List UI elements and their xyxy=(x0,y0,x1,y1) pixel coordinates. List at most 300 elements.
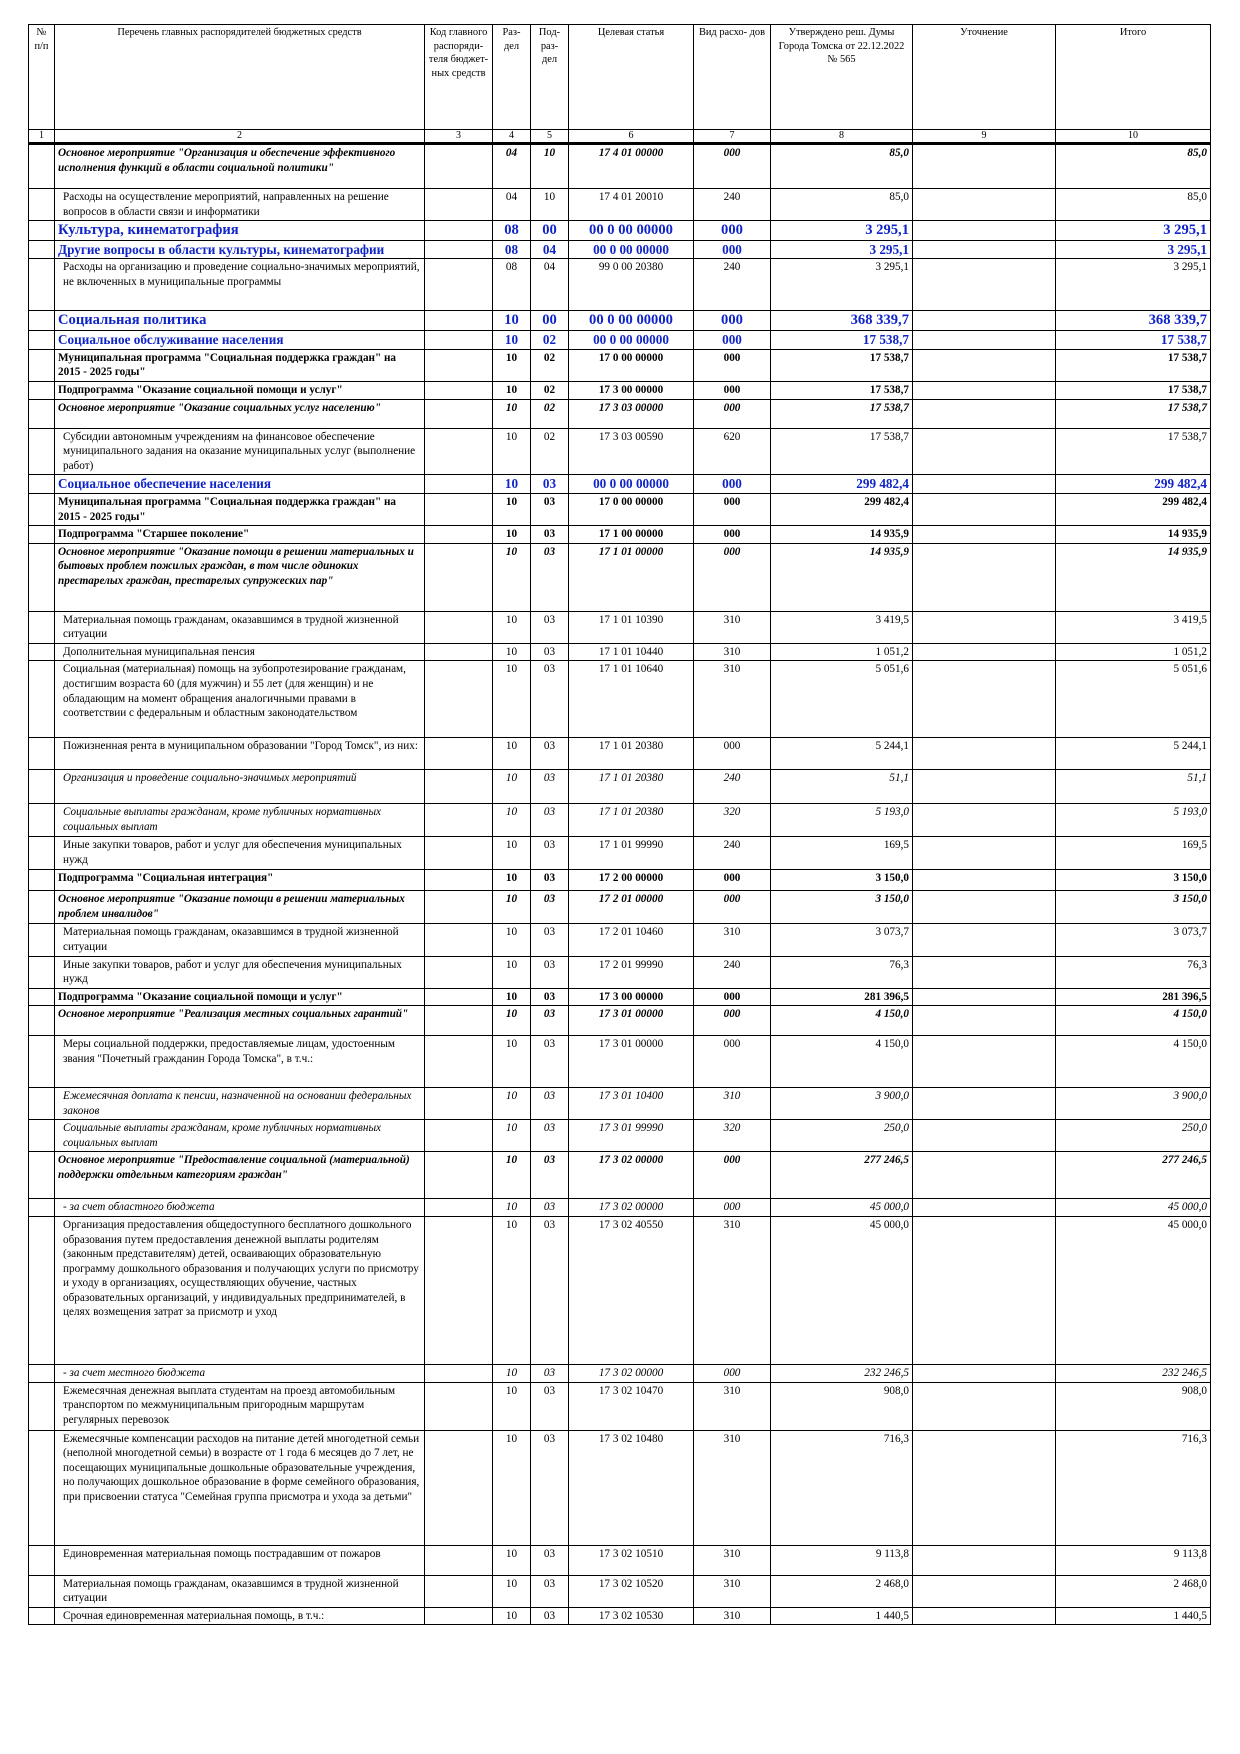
cell-code xyxy=(425,475,493,494)
cell-podrazdel: 03 xyxy=(531,1545,569,1575)
cell-podrazdel: 03 xyxy=(531,870,569,891)
cell-num xyxy=(29,144,55,189)
cell-approved: 1 440,5 xyxy=(771,1607,913,1625)
cell-vid: 240 xyxy=(694,189,771,221)
header-cell-name: Перечень главных распорядителей бюджетных средств xyxy=(55,25,425,130)
cell-total: 3 900,0 xyxy=(1056,1088,1211,1120)
cell-code xyxy=(425,1382,493,1430)
cell-correction xyxy=(913,988,1056,1006)
cell-correction xyxy=(913,891,1056,924)
cell-total: 1 051,2 xyxy=(1056,643,1211,661)
cell-num xyxy=(29,428,55,475)
cell-vid: 240 xyxy=(694,837,771,870)
cell-name: Подпрограмма "Оказание социальной помощи и услуг" xyxy=(55,381,425,399)
cell-code xyxy=(425,643,493,661)
cell-razdel: 04 xyxy=(493,189,531,221)
cell-podrazdel: 02 xyxy=(531,349,569,381)
cell-podrazdel: 03 xyxy=(531,1152,569,1199)
cell-correction xyxy=(913,770,1056,804)
cell-approved: 716,3 xyxy=(771,1430,913,1545)
cell-podrazdel: 03 xyxy=(531,738,569,770)
cell-statya: 17 1 00 00000 xyxy=(569,526,694,544)
cell-total: 3 295,1 xyxy=(1056,259,1211,311)
cell-correction xyxy=(913,611,1056,643)
cell-total: 85,0 xyxy=(1056,189,1211,221)
cell-podrazdel: 03 xyxy=(531,1036,569,1088)
cell-approved: 3 150,0 xyxy=(771,870,913,891)
cell-statya: 17 3 03 00590 xyxy=(569,428,694,475)
cell-razdel: 10 xyxy=(493,1006,531,1036)
cell-num xyxy=(29,1036,55,1088)
header-cell-statya: Целевая статья xyxy=(569,25,694,130)
cell-vid: 310 xyxy=(694,1382,771,1430)
cell-statya: 17 2 01 00000 xyxy=(569,891,694,924)
cell-statya: 17 0 00 00000 xyxy=(569,494,694,526)
column-number: 5 xyxy=(531,130,569,144)
cell-name: Материальная помощь гражданам, оказавшимся в трудной жизненной ситуации xyxy=(55,611,425,643)
cell-podrazdel: 03 xyxy=(531,1382,569,1430)
cell-code xyxy=(425,661,493,738)
cell-podrazdel: 03 xyxy=(531,543,569,611)
cell-razdel: 10 xyxy=(493,1152,531,1199)
header-cell-code: Код главного распоряди- теля бюджет- ных средств xyxy=(425,25,493,130)
cell-vid: 000 xyxy=(694,1365,771,1383)
cell-razdel: 10 xyxy=(493,428,531,475)
table-row xyxy=(29,330,1211,349)
cell-total: 3 150,0 xyxy=(1056,891,1211,924)
cell-name: Основное мероприятие "Оказание помощи в решении материальных и бытовых проблем пожилых граждан, в том числе одиноких престарелых граждан, престарелых супружеских пар" xyxy=(55,543,425,611)
cell-code xyxy=(425,526,493,544)
cell-vid: 620 xyxy=(694,428,771,475)
cell-correction xyxy=(913,494,1056,526)
cell-num xyxy=(29,611,55,643)
cell-approved: 9 113,8 xyxy=(771,1545,913,1575)
cell-code xyxy=(425,870,493,891)
cell-name: Подпрограмма "Оказание социальной помощи и услуг" xyxy=(55,988,425,1006)
cell-vid: 310 xyxy=(694,661,771,738)
cell-name: Материальная помощь гражданам, оказавшимся в трудной жизненной ситуации xyxy=(55,1575,425,1607)
table-row xyxy=(29,475,1211,494)
cell-total: 299 482,4 xyxy=(1056,475,1211,494)
cell-num xyxy=(29,1217,55,1365)
cell-podrazdel: 03 xyxy=(531,1217,569,1365)
cell-razdel: 10 xyxy=(493,1607,531,1625)
cell-name: Иные закупки товаров, работ и услуг для обеспечения муниципальных нужд xyxy=(55,956,425,988)
cell-code xyxy=(425,1036,493,1088)
cell-num xyxy=(29,349,55,381)
cell-podrazdel: 02 xyxy=(531,428,569,475)
table-row xyxy=(29,1545,1211,1575)
cell-razdel: 10 xyxy=(493,1365,531,1383)
cell-total: 232 246,5 xyxy=(1056,1365,1211,1383)
cell-podrazdel: 00 xyxy=(531,311,569,331)
cell-num xyxy=(29,804,55,837)
cell-razdel: 10 xyxy=(493,1575,531,1607)
cell-statya: 17 1 01 00000 xyxy=(569,543,694,611)
header-cell-num: № п/п xyxy=(29,25,55,130)
table-row xyxy=(29,770,1211,804)
cell-total: 3 419,5 xyxy=(1056,611,1211,643)
cell-statya: 00 0 00 00000 xyxy=(569,240,694,259)
cell-razdel: 10 xyxy=(493,381,531,399)
cell-name: Основное мероприятие "Организация и обеспечение эффективного исполнения функций в области социальной политики" xyxy=(55,144,425,189)
cell-name: - за счет областного бюджета xyxy=(55,1199,425,1217)
cell-correction xyxy=(913,526,1056,544)
cell-vid: 000 xyxy=(694,1199,771,1217)
cell-total: 5 244,1 xyxy=(1056,738,1211,770)
cell-total: 5 193,0 xyxy=(1056,804,1211,837)
cell-total: 14 935,9 xyxy=(1056,543,1211,611)
cell-name: Культура, кинематография xyxy=(55,221,425,241)
cell-code xyxy=(425,988,493,1006)
cell-code xyxy=(425,259,493,311)
cell-name: Социальное обслуживание населения xyxy=(55,330,425,349)
cell-code xyxy=(425,1575,493,1607)
cell-code xyxy=(425,891,493,924)
cell-name: - за счет местного бюджета xyxy=(55,1365,425,1383)
cell-num xyxy=(29,1382,55,1430)
cell-name: Социальные выплаты гражданам, кроме публичных нормативных социальных выплат xyxy=(55,804,425,837)
cell-podrazdel: 03 xyxy=(531,1430,569,1545)
table-row xyxy=(29,221,1211,241)
cell-total: 14 935,9 xyxy=(1056,526,1211,544)
cell-total: 169,5 xyxy=(1056,837,1211,870)
cell-total: 299 482,4 xyxy=(1056,494,1211,526)
cell-correction xyxy=(913,1382,1056,1430)
cell-razdel: 10 xyxy=(493,770,531,804)
cell-statya: 17 3 03 00000 xyxy=(569,399,694,428)
cell-correction xyxy=(913,924,1056,956)
cell-podrazdel: 03 xyxy=(531,956,569,988)
cell-statya: 17 0 00 00000 xyxy=(569,349,694,381)
cell-correction xyxy=(913,1217,1056,1365)
cell-total: 281 396,5 xyxy=(1056,988,1211,1006)
cell-name: Социальная (материальная) помощь на зубопротезирование гражданам, достигшим возраста 60 (для мужчин) и 55 лет (для женщин) и не обладающим на момент обращения аналогичными правами в соответствии с федеральным и областным законодательством xyxy=(55,661,425,738)
cell-podrazdel: 02 xyxy=(531,381,569,399)
cell-num xyxy=(29,988,55,1006)
cell-statya: 17 1 01 99990 xyxy=(569,837,694,870)
cell-podrazdel: 03 xyxy=(531,770,569,804)
cell-statya: 17 4 01 20010 xyxy=(569,189,694,221)
cell-approved: 14 935,9 xyxy=(771,526,913,544)
table-row xyxy=(29,837,1211,870)
cell-num xyxy=(29,770,55,804)
cell-statya: 00 0 00 00000 xyxy=(569,311,694,331)
table-row xyxy=(29,1152,1211,1199)
cell-approved: 17 538,7 xyxy=(771,428,913,475)
cell-statya: 17 3 02 10470 xyxy=(569,1382,694,1430)
cell-podrazdel: 03 xyxy=(531,988,569,1006)
cell-razdel: 10 xyxy=(493,1430,531,1545)
cell-correction xyxy=(913,259,1056,311)
cell-vid: 240 xyxy=(694,770,771,804)
cell-correction xyxy=(913,870,1056,891)
cell-razdel: 10 xyxy=(493,1088,531,1120)
cell-razdel: 10 xyxy=(493,1036,531,1088)
header-cell-total: Итого xyxy=(1056,25,1211,130)
cell-total: 3 073,7 xyxy=(1056,924,1211,956)
table-row xyxy=(29,1382,1211,1430)
cell-total: 2 468,0 xyxy=(1056,1575,1211,1607)
cell-name: Субсидии автономным учреждениям на финансовое обеспечение муниципального задания на оказание муниципальных услуг (выполнение работ) xyxy=(55,428,425,475)
cell-correction xyxy=(913,144,1056,189)
cell-correction xyxy=(913,381,1056,399)
cell-vid: 310 xyxy=(694,643,771,661)
cell-podrazdel: 03 xyxy=(531,1088,569,1120)
cell-code xyxy=(425,1006,493,1036)
cell-razdel: 10 xyxy=(493,804,531,837)
cell-name: Основное мероприятие "Оказание помощи в решении материальных проблем инвалидов" xyxy=(55,891,425,924)
cell-code xyxy=(425,381,493,399)
cell-total: 250,0 xyxy=(1056,1120,1211,1152)
cell-code xyxy=(425,1365,493,1383)
cell-statya: 17 1 01 20380 xyxy=(569,738,694,770)
cell-razdel: 10 xyxy=(493,399,531,428)
cell-vid: 000 xyxy=(694,543,771,611)
table-row xyxy=(29,804,1211,837)
table-row xyxy=(29,399,1211,428)
cell-correction xyxy=(913,1088,1056,1120)
table-row xyxy=(29,1430,1211,1545)
cell-num xyxy=(29,1365,55,1383)
cell-code xyxy=(425,428,493,475)
cell-podrazdel: 03 xyxy=(531,891,569,924)
cell-approved: 17 538,7 xyxy=(771,349,913,381)
cell-statya: 17 2 00 00000 xyxy=(569,870,694,891)
cell-num xyxy=(29,311,55,331)
cell-razdel: 10 xyxy=(493,924,531,956)
cell-code xyxy=(425,837,493,870)
cell-code xyxy=(425,399,493,428)
cell-approved: 250,0 xyxy=(771,1120,913,1152)
cell-vid: 000 xyxy=(694,891,771,924)
cell-vid: 320 xyxy=(694,804,771,837)
cell-podrazdel: 02 xyxy=(531,330,569,349)
cell-statya: 17 3 00 00000 xyxy=(569,381,694,399)
cell-approved: 76,3 xyxy=(771,956,913,988)
cell-total: 9 113,8 xyxy=(1056,1545,1211,1575)
cell-num xyxy=(29,1152,55,1199)
table-row xyxy=(29,924,1211,956)
column-number: 4 xyxy=(493,130,531,144)
table-row xyxy=(29,988,1211,1006)
cell-vid: 000 xyxy=(694,381,771,399)
cell-correction xyxy=(913,399,1056,428)
cell-name: Основное мероприятие "Оказание социальных услуг населению" xyxy=(55,399,425,428)
cell-statya: 17 3 02 10510 xyxy=(569,1545,694,1575)
cell-razdel: 10 xyxy=(493,870,531,891)
cell-statya: 17 3 02 10480 xyxy=(569,1430,694,1545)
cell-correction xyxy=(913,1365,1056,1383)
cell-total: 51,1 xyxy=(1056,770,1211,804)
table-row xyxy=(29,1006,1211,1036)
table-row xyxy=(29,870,1211,891)
table-row xyxy=(29,1607,1211,1625)
cell-correction xyxy=(913,311,1056,331)
cell-correction xyxy=(913,1607,1056,1625)
cell-total: 1 440,5 xyxy=(1056,1607,1211,1625)
table-row xyxy=(29,240,1211,259)
cell-podrazdel: 03 xyxy=(531,1607,569,1625)
cell-podrazdel: 00 xyxy=(531,221,569,241)
cell-num xyxy=(29,661,55,738)
cell-vid: 240 xyxy=(694,259,771,311)
cell-statya: 17 1 01 10440 xyxy=(569,643,694,661)
cell-correction xyxy=(913,543,1056,611)
cell-total: 85,0 xyxy=(1056,144,1211,189)
cell-approved: 4 150,0 xyxy=(771,1006,913,1036)
cell-vid: 000 xyxy=(694,475,771,494)
cell-statya: 17 3 01 00000 xyxy=(569,1006,694,1036)
cell-code xyxy=(425,221,493,241)
cell-statya: 17 3 02 10530 xyxy=(569,1607,694,1625)
cell-correction xyxy=(913,1036,1056,1088)
table-row xyxy=(29,1575,1211,1607)
cell-name: Подпрограмма "Старшее поколение" xyxy=(55,526,425,544)
cell-correction xyxy=(913,956,1056,988)
cell-razdel: 10 xyxy=(493,661,531,738)
cell-vid: 000 xyxy=(694,144,771,189)
cell-podrazdel: 03 xyxy=(531,1365,569,1383)
cell-num xyxy=(29,189,55,221)
cell-num xyxy=(29,643,55,661)
cell-code xyxy=(425,311,493,331)
cell-statya: 17 3 00 00000 xyxy=(569,988,694,1006)
table-row xyxy=(29,1199,1211,1217)
cell-correction xyxy=(913,804,1056,837)
cell-correction xyxy=(913,1120,1056,1152)
cell-razdel: 10 xyxy=(493,1120,531,1152)
cell-name: Дополнительная муниципальная пенсия xyxy=(55,643,425,661)
cell-correction xyxy=(913,1430,1056,1545)
cell-statya: 17 3 02 40550 xyxy=(569,1217,694,1365)
cell-podrazdel: 03 xyxy=(531,475,569,494)
cell-num xyxy=(29,475,55,494)
column-number: 7 xyxy=(694,130,771,144)
cell-approved: 51,1 xyxy=(771,770,913,804)
cell-approved: 908,0 xyxy=(771,1382,913,1430)
cell-approved: 1 051,2 xyxy=(771,643,913,661)
header-cell-podrazdel: Под- раз- дел xyxy=(531,25,569,130)
cell-approved: 169,5 xyxy=(771,837,913,870)
cell-vid: 000 xyxy=(694,240,771,259)
cell-vid: 320 xyxy=(694,1120,771,1152)
table-row xyxy=(29,349,1211,381)
cell-code xyxy=(425,330,493,349)
column-number: 2 xyxy=(55,130,425,144)
cell-vid: 000 xyxy=(694,399,771,428)
table-row xyxy=(29,738,1211,770)
cell-razdel: 04 xyxy=(493,144,531,189)
cell-razdel: 10 xyxy=(493,956,531,988)
cell-statya: 17 3 01 00000 xyxy=(569,1036,694,1088)
cell-correction xyxy=(913,221,1056,241)
cell-correction xyxy=(913,1006,1056,1036)
cell-razdel: 10 xyxy=(493,526,531,544)
table-body xyxy=(29,144,1211,1625)
cell-approved: 14 935,9 xyxy=(771,543,913,611)
cell-podrazdel: 03 xyxy=(531,643,569,661)
cell-razdel: 10 xyxy=(493,1545,531,1575)
cell-approved: 17 538,7 xyxy=(771,330,913,349)
cell-name: Пожизненная рента в муниципальном образовании "Город Томск", из них: xyxy=(55,738,425,770)
cell-vid: 000 xyxy=(694,526,771,544)
cell-podrazdel: 03 xyxy=(531,1575,569,1607)
column-number: 6 xyxy=(569,130,694,144)
cell-code xyxy=(425,1217,493,1365)
budget-table xyxy=(28,24,1211,1625)
cell-name: Единовременная материальная помощь пострадавшим от пожаров xyxy=(55,1545,425,1575)
column-number: 10 xyxy=(1056,130,1211,144)
cell-num xyxy=(29,1120,55,1152)
cell-razdel: 10 xyxy=(493,988,531,1006)
cell-correction xyxy=(913,643,1056,661)
table-row xyxy=(29,891,1211,924)
cell-statya: 17 3 02 00000 xyxy=(569,1152,694,1199)
cell-statya: 17 1 01 10640 xyxy=(569,661,694,738)
cell-vid: 310 xyxy=(694,611,771,643)
cell-podrazdel: 03 xyxy=(531,804,569,837)
table-row xyxy=(29,1365,1211,1383)
cell-name: Ежемесячная доплата к пенсии, назначенной на основании федеральных законов xyxy=(55,1088,425,1120)
table-row xyxy=(29,144,1211,189)
table-row xyxy=(29,661,1211,738)
cell-vid: 000 xyxy=(694,870,771,891)
cell-correction xyxy=(913,240,1056,259)
table-row xyxy=(29,526,1211,544)
column-number: 8 xyxy=(771,130,913,144)
cell-num xyxy=(29,956,55,988)
cell-name: Организация предоставления общедоступного бесплатного дошкольного образования путем предоставления денежной выплаты родителям (законным представителям) детей, осваивающих образовательную программу дошкольного образования и получающих услуги по присмотру и уходу в организациях, осуществляющих обучение, частных образовательных организаций, у индивидуальных предпринимателей, в целях возмещения затрат за присмотр и уход xyxy=(55,1217,425,1365)
cell-code xyxy=(425,804,493,837)
cell-vid: 000 xyxy=(694,1006,771,1036)
cell-statya: 17 3 01 99990 xyxy=(569,1120,694,1152)
column-number: 3 xyxy=(425,130,493,144)
table-row xyxy=(29,1217,1211,1365)
cell-approved: 17 538,7 xyxy=(771,381,913,399)
table-row xyxy=(29,611,1211,643)
table-row xyxy=(29,643,1211,661)
cell-statya: 17 3 02 00000 xyxy=(569,1365,694,1383)
cell-vid: 000 xyxy=(694,221,771,241)
cell-podrazdel: 10 xyxy=(531,144,569,189)
cell-num xyxy=(29,891,55,924)
cell-num xyxy=(29,1430,55,1545)
cell-razdel: 10 xyxy=(493,311,531,331)
cell-razdel: 10 xyxy=(493,611,531,643)
cell-statya: 99 0 00 20380 xyxy=(569,259,694,311)
cell-vid: 000 xyxy=(694,330,771,349)
table-row xyxy=(29,1036,1211,1088)
cell-num xyxy=(29,221,55,241)
cell-approved: 3 150,0 xyxy=(771,891,913,924)
cell-statya: 17 3 02 00000 xyxy=(569,1199,694,1217)
cell-approved: 3 073,7 xyxy=(771,924,913,956)
cell-podrazdel: 04 xyxy=(531,259,569,311)
cell-approved: 2 468,0 xyxy=(771,1575,913,1607)
cell-correction xyxy=(913,837,1056,870)
cell-approved: 368 339,7 xyxy=(771,311,913,331)
cell-code xyxy=(425,1120,493,1152)
cell-num xyxy=(29,870,55,891)
cell-name: Социальные выплаты гражданам, кроме публичных нормативных социальных выплат xyxy=(55,1120,425,1152)
cell-vid: 310 xyxy=(694,924,771,956)
cell-podrazdel: 03 xyxy=(531,494,569,526)
cell-total: 3 295,1 xyxy=(1056,221,1211,241)
cell-total: 277 246,5 xyxy=(1056,1152,1211,1199)
table-row xyxy=(29,311,1211,331)
cell-approved: 299 482,4 xyxy=(771,475,913,494)
